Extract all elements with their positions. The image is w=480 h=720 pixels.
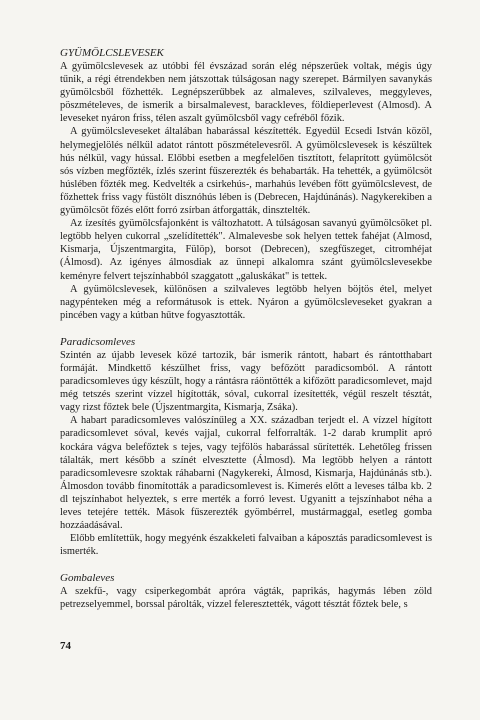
section-title-gombaleves: Gombaleves [60,572,115,585]
paragraph: A gyümölcsleveseket általában habarással készítették. Egyedül Ecsedi István közöl, helymegjelölés nélkül adatot rántott pöszmételevesről. A gyümölcslevesek is készültek hús nélkül, vagy hússal. Előbbi esetben a megfelelően tisztított, felaprított gyümölcsöt sós vízben megfőzték, ízlés szerint fűszerezték és behabarták. Ha tehették, a gyümölcsöt húslében főzték meg. Kedvelték a csirkehús-, marhahús levében főtt gyümölcslevest, de főzhettek friss vagy füstölt disznóhús lében is (Debrecen, Hajdúnánás). Nagykerekiben a gyümölcsöt főzés előtt forró zsírban átforgatták, dinsztelték. [60,126,432,217]
paragraph: Az ízesítés gyümölcsfajonként is változhatott. A túlságosan savanyú gyümölcsöket pl. legtöbb helyen cukorral „szelídítették". Almalevesbe sok helyen tettek fahéjat (Almosd, Kismarja, Újszentmargita, Fülöp), borsot (Debrecen), szegfűszeget, citromhéjat (Álmosd). Az igényes álmosdiak az ünnepi alkalomra szánt gyümölcslevesekbe keményre felvert tejszínhabból szaggatott „galuskákat" is tettek. [60,218,432,282]
paragraph: A habart paradicsomleves valószínűleg a XX. században terjedt el. A vízzel hígított paradicsomlevet sóval, kevés vajjal, cukorral felforralták. 1-2 darab krumplit apró kockára vágva belefőztek s tejes, vagy tejfölös habarással sűrítették. Lehetőleg frissen tálalták, mert később a színét elvesztette (Álmosd). Ma legtöbb helyen a rántott paradicsomlevesre szoktak ráhabarni (Nagykereki, Álmosd, Kismarja, Hajdúnánás stb.). Álmosdon tovább finomították a paradicsomlevest is. Kimerés előtt a leveses tálba kb. 2 dl tejszínhabot helyeztek, s erre merték a forró levest. Ugyanitt a tejszínhabot néha a leves tetejére tették. Mások fűszerezték gyömbérrel, mustármaggal, esetleg gomba hozzáadásával. [60,415,432,532]
paragraph: Szintén az újabb levesek közé tartozik, bár ismerik rántott, habart és rántotthabart formáját. Mindkettő készülhet friss, vagy befőzött paradicsomból. A rántott paradicsomleves úgy készült, hogy a rántásra ráöntötték a kifőzött paradicsomlevet, majd még tetszés szerint vízzel hígították, sóval, cukorral ízesítették, végül reszelt tésztát, vagy rizst főztek bele (Újszentmargita, Kismarja, Zsáka). [60,349,432,414]
section-gap [60,322,432,335]
section-gap [60,558,432,571]
paragraph: A szekfű-, vagy csiperkegombát apróra vágták, paprikás, hagymás lében zöld petrezselyemmel, borssal párolták, vízzel feleresztették, vágott tésztát főztek bele, s [60,586,432,611]
paragraph: A gyümölcslevesek, különösen a szilvaleves legtöbb helyen böjtös étel, melyet nagypénteken még a reformátusok is ettek. Nyáron a gyümölcsleveseket gyakran a pincében vagy a kútban hűtve fogyasztották. [60,283,432,321]
page-number: 74 [60,640,71,652]
section-title-paradicsomleves: Paradicsomleves [60,335,136,348]
document-page [60,46,432,686]
paragraph: Előbb említettük, hogy megyénk északkeleti falvaiban a káposztás paradicsomlevest is ismerték. [60,533,432,558]
paragraph: A gyümölcslevesek az utóbbi fél évszázad során elég népszerűek voltak, mégis úgy tűnik, a régi étrendekben nem játszottak túlságosan nagy szerepet. Bármilyen savanykás gyümölcsből főzhették. Legnépszerűbbek az almaleves, szilvaleves, meggyleves, pöszmételeves, de ismerik a birsalmalevest, barackleves, földieperlevest (Almosd). A leveseket nyáron friss, télen aszalt gyümölcsből vagy cefréből főzik. [60,61,432,125]
section-title-gyumolcslevesek: GYÜMÖLCSLEVESEK [60,47,164,59]
